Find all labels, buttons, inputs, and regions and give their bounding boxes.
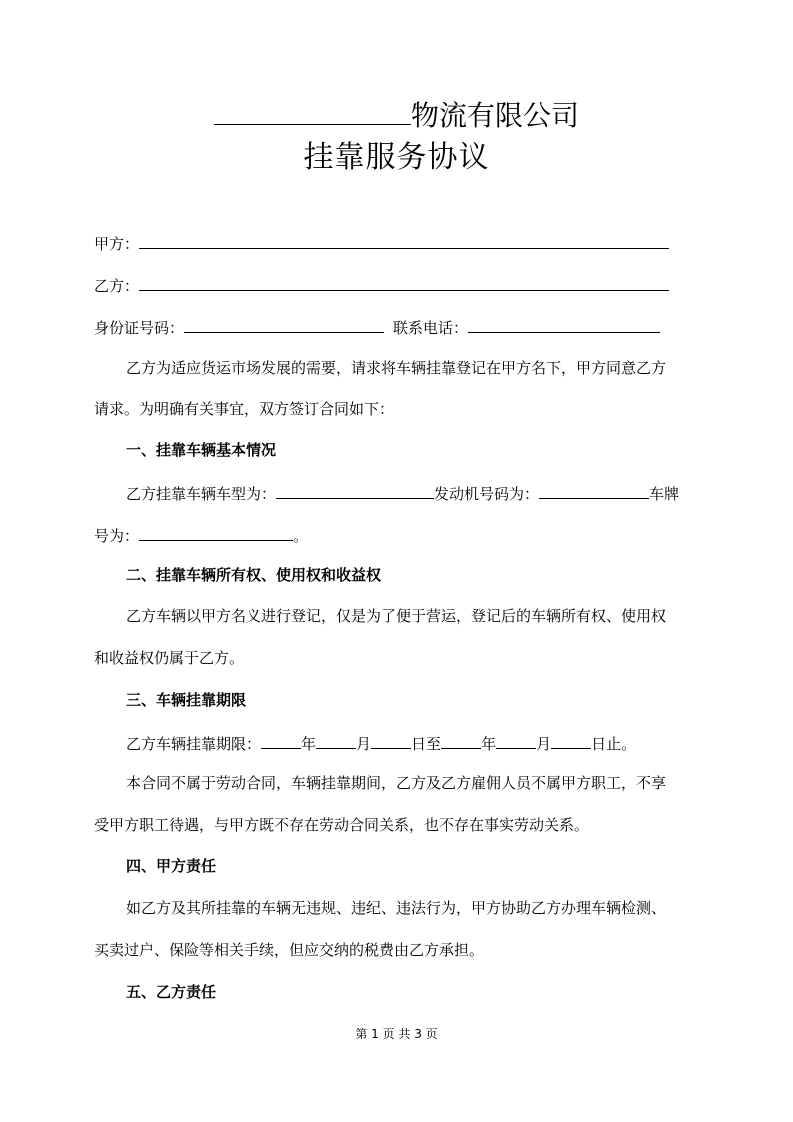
vehicle-info-row [126,482,679,504]
section-1-heading: 一、挂靠车辆基本情况 [126,441,277,459]
id-number-blank[interactable] [184,316,384,333]
section-4-line-1: 如乙方及其所挂靠的车辆无违规、违纪、违法行为，甲方协助乙方办理车辆检测、 [126,899,667,917]
end-day-label: 日止。 [591,735,637,753]
plate-number-blank[interactable] [139,524,293,541]
party-b-row [94,274,669,296]
period-row [126,732,636,754]
id-label: 身份证号码： [94,319,185,337]
party-b-label: 乙方： [94,277,140,295]
plate-row [94,524,308,546]
vehicle-type-label: 乙方挂靠车辆车型为： [126,485,277,503]
start-day-blank[interactable] [371,732,411,749]
end-year-blank[interactable] [441,732,481,749]
section-2-line-2: 和收益权仍属于乙方。 [94,649,245,667]
page-footer: 第 1 页 共 3 页 [355,1027,438,1041]
section-4-heading: 四、甲方责任 [126,857,217,875]
end-year-label: 年 [481,735,497,753]
intro-line-2: 请求。为明确有关事宜，双方签订合同如下： [94,400,395,418]
company-name-blank[interactable] [214,96,411,125]
period-label: 乙方车辆挂靠期限： [126,735,262,753]
plate-label-2: 号为： [94,527,140,545]
company-suffix: 物流有限公司 [410,99,579,132]
section-4-line-2: 买卖过户、保险等相关手续，但应交纳的税费由乙方承担。 [94,941,485,959]
party-a-label: 甲方： [94,235,140,253]
phone-blank[interactable] [468,316,660,333]
agreement-title: 挂靠服务协议 [303,140,490,175]
party-b-blank[interactable] [139,274,669,291]
end-day-blank[interactable] [551,732,591,749]
section-5-heading: 五、乙方责任 [126,983,217,1001]
phone-label: 联系电话： [393,319,469,337]
section-2-heading: 二、挂靠车辆所有权、使用权和收益权 [126,566,382,584]
end-month-blank[interactable] [496,732,536,749]
section-3-para-line-1: 本合同不属于劳动合同，车辆挂靠期间，乙方及乙方雇佣人员不属甲方职工，不享 [126,774,667,792]
start-day-to-label: 日至 [411,735,442,753]
id-phone-row [94,316,660,338]
company-title [0,96,793,136]
start-month-blank[interactable] [316,732,356,749]
section-3-heading: 三、车辆挂靠期限 [126,691,247,709]
section-2-line-1: 乙方车辆以甲方名义进行登记，仅是为了便于营运，登记后的车辆所有权、使用权 [126,607,667,625]
start-month-label: 月 [356,735,372,753]
start-year-blank[interactable] [261,732,301,749]
engine-number-blank[interactable] [539,482,649,499]
engine-label: 发动机号码为： [434,485,540,503]
party-a-blank[interactable] [139,232,669,249]
end-month-label: 月 [536,735,552,753]
intro-line-1: 乙方为适应货运市场发展的需要，请求将车辆挂靠登记在甲方名下，甲方同意乙方 [126,359,667,377]
plate-end-mark: 。 [293,527,309,545]
start-year-label: 年 [301,735,317,753]
section-3-para-line-2: 受甲方职工待遇，与甲方既不存在劳动合同关系，也不存在事实劳动关系。 [94,816,590,834]
plate-label-1: 车牌 [649,485,680,503]
vehicle-type-blank[interactable] [276,482,434,499]
party-a-row [94,232,669,254]
